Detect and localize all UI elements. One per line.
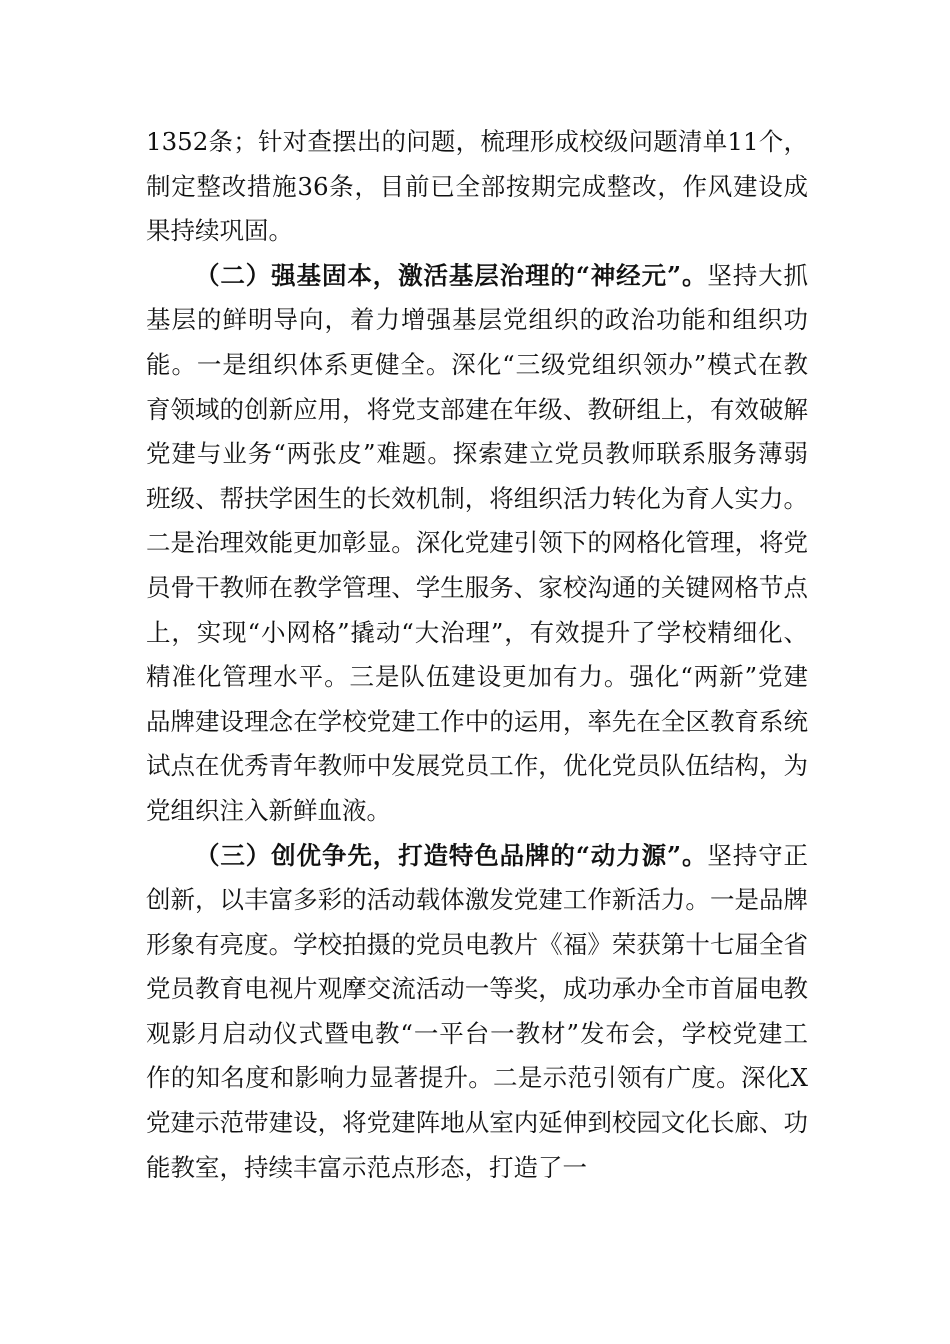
section-2-heading: （二）强基固本，激活基层治理的“神经元”。 — [195, 260, 708, 290]
paragraph-section-2 — [146, 254, 808, 834]
paragraph-1-text: 1352条；针对查摆出的问题，梳理形成校级问题清单11个，制定整改措施36条，目前已全部按期完成整改，作风建设成果持续巩固。 — [146, 127, 808, 246]
paragraph-section-3 — [146, 834, 808, 1191]
section-2-text: 坚持大抓基层的鲜明导向，着力增强基层党组织的政治功能和组织功能。一是组织体系更健全。深化“三级党组织领办”模式在教育领域的创新应用，将党支部建在年级、教研组上，有效破解党建与业务“两张皮”难题。探索建立党员教师联系服务薄弱班级、帮扶学困生的长效机制，将组织活力转化为育人实力。二是治理效能更加彰显。深化党建引领下的网格化管理，将党员骨干教师在教学管理、学生服务、家校沟通的关键网格节点上，实现“小网格”撬动“大治理”，有效提升了学校精细化、精准化管理水平。三是队伍建设更加有力。强化“两新”党建品牌建设理念在学校党建工作中的运用，率先在全区教育系统试点在优秀青年教师中发展党员工作，优化党员队伍结构，为党组织注入新鲜血液。 — [146, 260, 809, 825]
section-3-text: 坚持守正创新，以丰富多彩的活动载体激发党建工作新活力。一是品牌形象有亮度。学校拍摄的党员电教片《福》荣获第十七届全省党员教育电视片观摩交流活动一等奖，成功承办全市首届电教观影月启动仪式暨电教“一平台一教材”发布会，学校党建工作的知名度和影响力显著提升。二是示范引领有广度。深化X党建示范带建设，将党建阵地从室内延伸到校园文化长廊、功能教室，持续丰富示范点形态，打造了一 — [146, 840, 809, 1182]
section-3-heading: （三）创优争先，打造特色品牌的“动力源”。 — [195, 840, 708, 870]
document-body — [146, 120, 808, 1190]
paragraph-continuation — [146, 120, 808, 254]
